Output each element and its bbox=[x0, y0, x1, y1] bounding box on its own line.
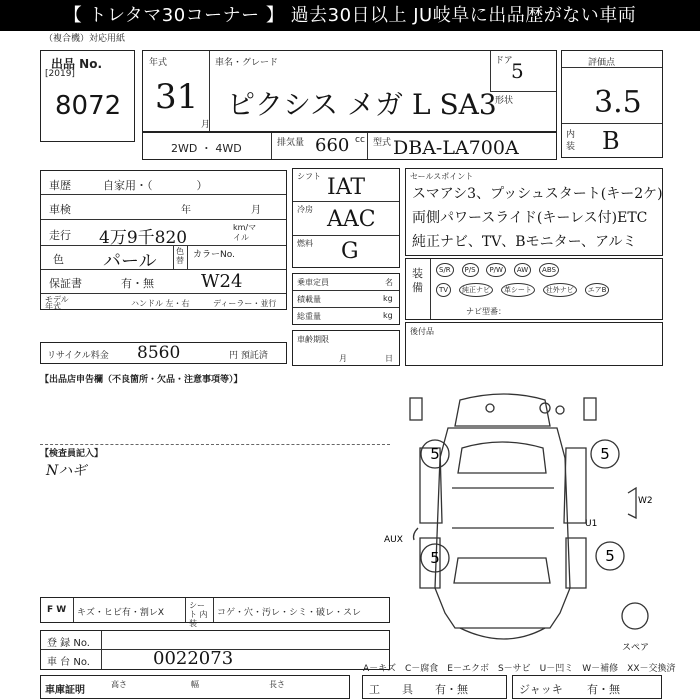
seat-label: シート 内装 bbox=[189, 601, 208, 628]
recycle-row bbox=[40, 342, 287, 364]
chassis-value: 0022073 bbox=[153, 648, 234, 669]
equip-navi: 純正ナビ bbox=[459, 283, 493, 297]
inspection-year: 年 bbox=[181, 205, 191, 216]
equipment-label: 装備 bbox=[412, 267, 423, 294]
warranty-label: 保証書 bbox=[49, 277, 82, 290]
aftermarket-box bbox=[405, 322, 663, 366]
equip-sr: S/R bbox=[436, 263, 454, 277]
ac-value: AAC bbox=[327, 207, 376, 232]
doors-label: ドア bbox=[495, 56, 513, 66]
condition-row bbox=[40, 597, 390, 628]
cert-label: 車庫証明 bbox=[45, 685, 85, 696]
term-label: 車齢期限 bbox=[297, 335, 329, 344]
displacement-label: 排気量 bbox=[277, 138, 305, 148]
equip-ps: P/S bbox=[462, 263, 479, 277]
equip-leather: 革シート bbox=[501, 283, 535, 297]
gross-unit: kg bbox=[383, 311, 393, 320]
cert-width: 幅 bbox=[191, 680, 199, 689]
load-label: 積載量 bbox=[297, 295, 321, 304]
sales-point-1: スマアシ3、プッシュスタート(キー2ケ) bbox=[412, 186, 663, 202]
mileage-value: 4万9千820 bbox=[99, 228, 188, 248]
seat-value: コゲ・穴・汚レ・シミ・破レ・スレ bbox=[217, 608, 362, 618]
term-day: 日 bbox=[385, 354, 393, 363]
equipment-row-2 bbox=[436, 283, 614, 297]
capacity-unit: 名 bbox=[385, 278, 393, 287]
mileage-unit: km/マイル bbox=[233, 223, 257, 242]
warranty-code: W24 bbox=[201, 271, 243, 292]
store-notes-label: 【出品店申告欄（不良箇所・欠品・注意事項等）】 bbox=[40, 375, 243, 385]
w2-mark: W2 bbox=[638, 496, 653, 506]
fuel-label: 燃料 bbox=[297, 239, 313, 248]
recycle-unit: 円 預託済 bbox=[229, 351, 268, 361]
interior-value: B bbox=[602, 127, 620, 155]
term-box bbox=[292, 330, 400, 366]
navi-model-label: ナビ型番： bbox=[466, 307, 506, 316]
tire-fl: 5 bbox=[430, 445, 440, 463]
color-value: パール bbox=[103, 251, 157, 272]
inspection-month: 月 bbox=[251, 205, 261, 216]
spec-table bbox=[40, 170, 287, 310]
damage-legend: A－キズ C－腐食 E－エクボ S－サビ U－凹ミ W－補修 XX－交換済 bbox=[363, 664, 676, 674]
gross-label: 総重量 bbox=[297, 312, 321, 321]
car-name-label: 車名・グレード bbox=[215, 58, 279, 68]
shift-value: IAT bbox=[327, 175, 366, 200]
ac-label: 冷房 bbox=[297, 205, 313, 214]
jack-box bbox=[512, 675, 662, 699]
mileage-label: 走行 bbox=[49, 229, 71, 242]
tools-box bbox=[362, 675, 507, 699]
shift-box bbox=[292, 168, 400, 268]
sales-point-2: 両側パワースライド(キーレス付)ETC bbox=[412, 210, 648, 226]
equip-after-navi: 社外ナビ bbox=[543, 283, 577, 297]
top-note: （複合機）対応用紙 bbox=[44, 34, 126, 44]
score-box bbox=[561, 50, 663, 158]
lot-box bbox=[40, 50, 135, 142]
tire-rr: 5 bbox=[605, 547, 615, 565]
equipment-box bbox=[405, 258, 663, 320]
chassis-label: 車 台 No. bbox=[47, 657, 90, 668]
drive-value: 2WD ・ 4WD bbox=[171, 142, 242, 155]
car-info-box bbox=[142, 50, 557, 132]
equipment-row-1 bbox=[436, 263, 564, 277]
score-value: 3.5 bbox=[594, 85, 642, 120]
drive-row bbox=[142, 132, 557, 160]
score-label: 評価点 bbox=[588, 58, 616, 68]
capacity-label: 乗車定員 bbox=[297, 278, 329, 287]
equip-pw: P/W bbox=[486, 263, 506, 277]
u1-mark: U1 bbox=[585, 519, 598, 529]
history-label: 車歴 bbox=[49, 179, 71, 192]
lot-year-tag: [2019] bbox=[45, 69, 75, 79]
spare-label: スペア bbox=[622, 643, 650, 653]
jack-label: ジャッキ bbox=[519, 683, 563, 696]
registration-label: 登 録 No. bbox=[47, 638, 90, 649]
lot-label: 出品 No. bbox=[51, 57, 103, 71]
car-name-value: ピクシス メガ L SA3 bbox=[227, 88, 497, 121]
color-label: 色 bbox=[53, 253, 64, 266]
term-month: 月 bbox=[339, 354, 347, 363]
sales-points-box bbox=[405, 168, 663, 256]
jack-value: 有・無 bbox=[587, 683, 620, 696]
model-code-label: 型式 bbox=[373, 138, 392, 148]
shape-label: 形状 bbox=[495, 96, 514, 106]
doors-value: 5 bbox=[511, 59, 524, 83]
capacity-box bbox=[292, 273, 400, 325]
cert-box bbox=[40, 675, 350, 699]
displacement-unit: cc bbox=[355, 135, 365, 145]
cert-height: 高さ bbox=[111, 680, 127, 689]
model-code-value: DBA-LA700A bbox=[393, 137, 519, 159]
model-year-label: 年式 bbox=[149, 58, 168, 68]
dealer-label: ディーラー・並行 bbox=[213, 299, 277, 308]
tire-rl: 5 bbox=[430, 549, 440, 567]
color-change-label: 色替 bbox=[176, 247, 184, 265]
model-year-value: 31 bbox=[155, 77, 199, 117]
equip-tv: TV bbox=[436, 283, 451, 297]
fw-value: キズ・ヒビ有・割レX bbox=[77, 608, 164, 618]
recycle-label: リサイクル料金 bbox=[47, 351, 109, 361]
sales-point-3: 純正ナビ、TV、Bモニター、アルミ bbox=[412, 234, 637, 250]
load-unit: kg bbox=[383, 294, 393, 303]
inspector-label: 【検査員記入】 bbox=[40, 449, 104, 459]
lot-number: 8072 bbox=[55, 91, 122, 121]
aftermarket-label: 後付品 bbox=[410, 327, 434, 336]
fw-label: F W bbox=[47, 605, 67, 615]
interior-label: 内装 bbox=[566, 130, 576, 152]
tire-fr: 5 bbox=[600, 445, 610, 463]
fuel-value: G bbox=[341, 239, 359, 264]
handle-label: ハンドル 左・右 bbox=[131, 299, 190, 308]
car-diagram bbox=[384, 388, 670, 658]
recycle-value: 8560 bbox=[137, 343, 181, 363]
tools-value: 有・無 bbox=[435, 683, 468, 696]
equip-abs: ABS bbox=[539, 263, 559, 277]
color-code-label: カラーNo. bbox=[193, 250, 235, 260]
equip-aw: AW bbox=[514, 263, 531, 277]
warranty-value: 有・無 bbox=[121, 277, 154, 290]
inspection-label: 車検 bbox=[49, 203, 71, 216]
displacement-value: 660 bbox=[315, 135, 350, 156]
aux-mark: AUX bbox=[384, 535, 403, 545]
history-value: 自家用・（ ） bbox=[103, 179, 208, 192]
model-row-label: モデル 年式 bbox=[45, 295, 69, 311]
inspector-value: Nハギ bbox=[46, 463, 87, 479]
shift-label: シフト bbox=[297, 172, 321, 181]
tools-label: 工 具 bbox=[369, 683, 413, 696]
sales-points-label: セールスポイント bbox=[410, 172, 474, 181]
equip-airbag: エアB bbox=[585, 283, 610, 297]
model-month-label: 月 bbox=[201, 120, 211, 130]
registration-box bbox=[40, 630, 390, 670]
banner: 【 トレタマ30コーナー 】 過去30日以上 JU岐阜に出品歴がない車両 bbox=[0, 0, 700, 31]
cert-length: 長さ bbox=[269, 680, 285, 689]
